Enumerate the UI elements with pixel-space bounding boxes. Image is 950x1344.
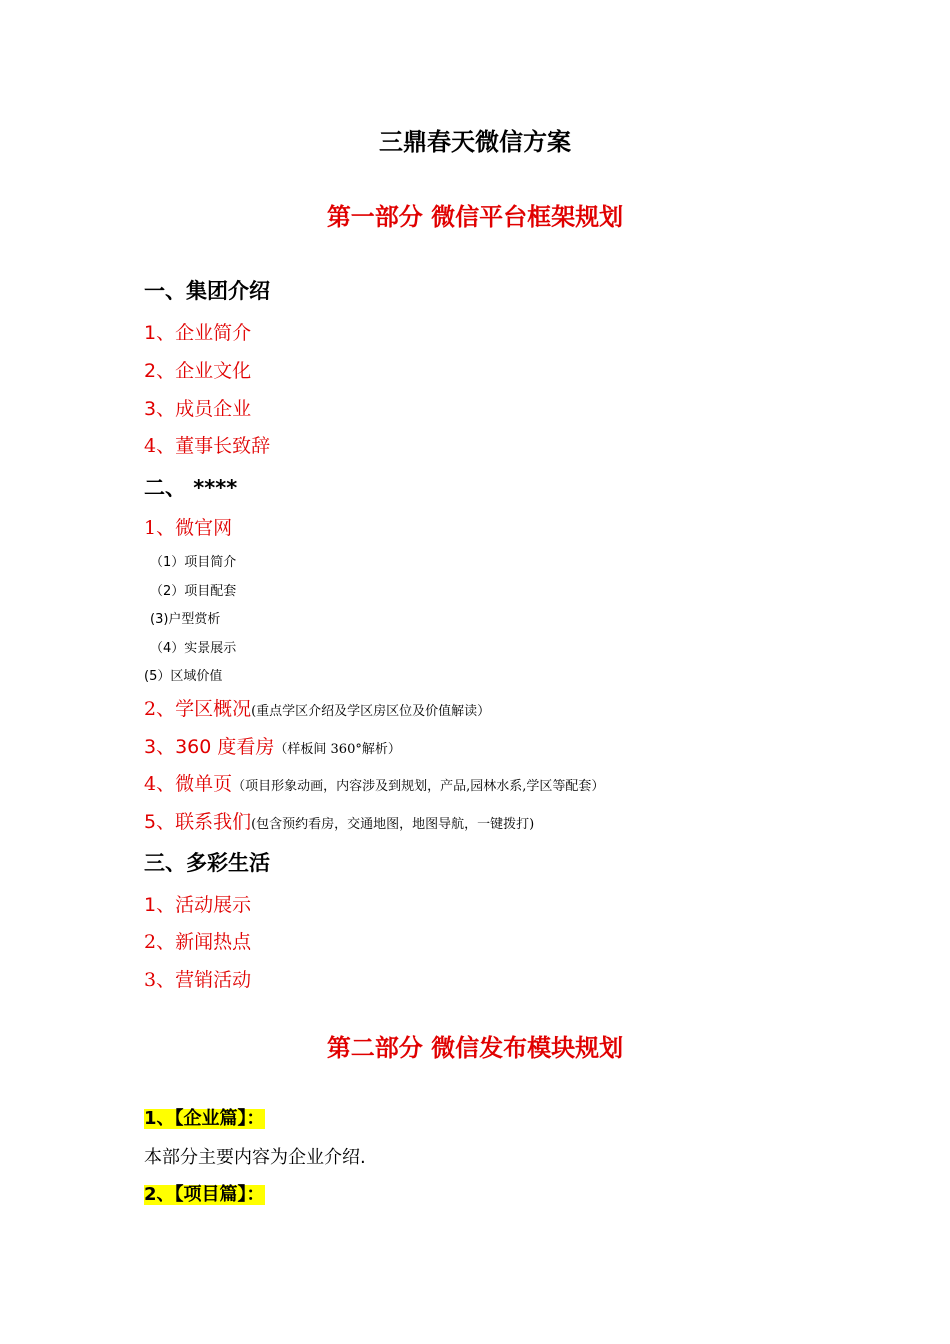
- item3-note: （样板间 360°解析）: [274, 742, 401, 757]
- section3-item-3: 3、营销活动: [144, 969, 252, 991]
- section2-item-4: [144, 775, 604, 794]
- subitem-5: (5）区域价值: [144, 669, 223, 684]
- section2-item-2: [144, 700, 490, 719]
- subitem-1: （1）项目简介: [150, 555, 237, 570]
- subitem-3: (3)户型赏析: [150, 612, 221, 627]
- section3-item-1: 1、活动展示: [144, 894, 252, 916]
- item5-label: 5、联系我们: [144, 811, 252, 833]
- section1-item-1: 1、企业简介: [144, 322, 252, 344]
- section3-item-2: 2、新闻热点: [144, 931, 252, 953]
- part1-heading: 第一部分 微信平台框架规划: [326, 203, 624, 231]
- section1-item-2: 2、企业文化: [144, 360, 252, 382]
- part2-item-1-text: 本部分主要内容为企业介绍.: [144, 1147, 366, 1168]
- section2-item-3: [144, 738, 401, 757]
- part2-item-2-label: 2、【项目篇】：: [144, 1184, 265, 1205]
- subitem-4: （4）实景展示: [150, 641, 237, 656]
- item2-note: (重点学区介绍及学区房区位及价值解读）: [251, 704, 491, 719]
- item2-label: 2、学区概况: [144, 698, 252, 720]
- item5-note: (包含预约看房，交通地图，地图导航，一键拨打): [251, 817, 535, 832]
- item4-note: （项目形象动画，内容涉及到规划，产品,园林水系,学区等配套）: [232, 779, 605, 794]
- section2-item-5: [144, 813, 534, 832]
- section1-item-4: 4、董事长致辞: [144, 435, 271, 457]
- section1-item-3: 3、成员企业: [144, 398, 252, 420]
- section3-heading: 三、多彩生活: [144, 851, 270, 875]
- part2-item-1-label: 1、【企业篇】：: [144, 1108, 265, 1129]
- section2-item-1: 1、微官网: [144, 517, 233, 539]
- section2-heading: 二、 ****: [144, 476, 238, 500]
- document-title: 三鼎春天微信方案: [379, 128, 571, 156]
- section1-heading: 一、集团介绍: [144, 279, 270, 303]
- item3-label: 3、360 度看房: [144, 736, 275, 758]
- subitem-2: （2）项目配套: [150, 584, 237, 599]
- item4-label: 4、微单页: [144, 773, 233, 795]
- part2-heading: 第二部分 微信发布模块规划: [326, 1034, 624, 1062]
